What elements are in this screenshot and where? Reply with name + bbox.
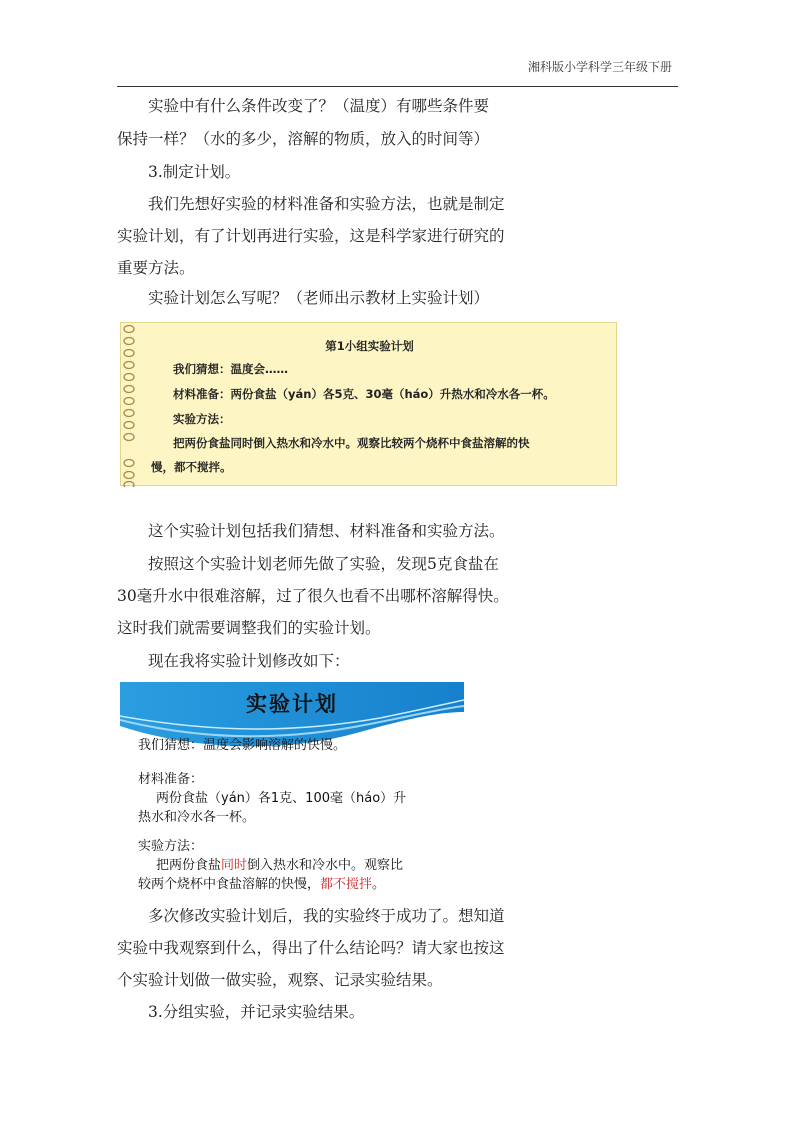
notebook-plan-image [120,322,617,486]
slide-method-highlight-simultaneous: 同时 [221,858,248,873]
paragraph-plan-intro-line2: 实验计划，有了计划再进行实验，这是科学家进行研究的 [117,227,505,245]
paragraph-teacher-experiment-line2: 30毫升水中很难溶解，过了很久也看不出哪杯溶解得快。 [117,587,509,605]
notebook-method-line2: 慢，都不搅拌。 [151,460,232,474]
paragraph-teacher-experiment-line3: 这时我们就需要调整我们的实验计划。 [117,619,381,637]
paragraph-group-experiment: 3.分组实验，并记录实验结果。 [148,1003,365,1021]
slide-guess: 我们猜想：温度会影响溶解的快慢。 [138,738,347,753]
slide-method-line2-start: 较两个烧杯中食盐溶解的快慢， [138,877,321,892]
paragraph-modified-plan: 现在我将实验计划修改如下： [148,652,350,670]
paragraph-success-line2: 实验中我观察到什么，得出了什么结论吗？请大家也按这 [117,939,505,957]
paragraph-success-line1: 多次修改实验计划后，我的实验终于成功了。想知道 [148,907,505,925]
paragraph-how-to-write: 实验计划怎么写呢？（老师出示教材上实验计划） [148,289,490,307]
slide-method-line1-start: 把两份食盐 [156,858,222,873]
paragraph-plan-contents: 这个实验计划包括我们猜想、材料准备和实验方法。 [148,522,505,540]
notebook-method-line1: 把两份食盐同时倒入热水和冷水中。观察比较两个烧杯中食盐溶解的快 [173,436,530,450]
header-text: 湘科版小学科学三年级下册 [527,60,672,74]
slide-method-label: 实验方法： [138,839,204,854]
slide-plan-image [120,682,464,892]
slide-method-line2 [138,873,385,892]
notebook-guess: 我们猜想：温度会…… [173,362,288,376]
slide-method-line2-end: 。 [372,877,386,892]
slide-method-highlight-no-stir: 都不搅拌 [320,877,373,892]
slide-materials-label: 材料准备： [138,772,204,787]
slide-method-line1-end: 倒入热水和冷水中。观察比 [247,858,404,873]
paragraph-teacher-experiment-line1: 按照这个实验计划老师先做了实验，发现5克食盐在 [148,555,499,573]
paragraph-plan-intro-line1: 我们先想好实验的材料准备和实验方法，也就是制定 [148,195,505,213]
paragraph-plan-intro-line3: 重要方法。 [117,259,195,277]
slide-materials-line1: 两份食盐（yán）各1克、100毫（háo）升 [156,791,407,806]
paragraph-success-line3: 个实验计划做一做实验，观察、记录实验结果。 [117,971,443,989]
paragraph-conditions-line1: 实验中有什么条件改变了？（温度）有哪些条件要 [148,97,490,115]
slide-method-line1 [156,854,403,873]
notebook-title: 第1小组实验计划 [325,339,414,353]
notebook-method-label: 实验方法： [173,412,231,426]
slide-materials-line2: 热水和冷水各一杯。 [138,810,256,825]
page-header [117,50,678,87]
paragraph-conditions-line2: 保持一样？（水的多少，溶解的物质，放入的时间等） [117,130,490,148]
paragraph-make-plan: 3.制定计划。 [148,163,241,181]
slide-title: 实验计划 [246,692,338,716]
notebook-materials: 材料准备：两份食盐（yán）各5克、30毫（háo）升热水和冷水各一杯。 [173,387,555,401]
